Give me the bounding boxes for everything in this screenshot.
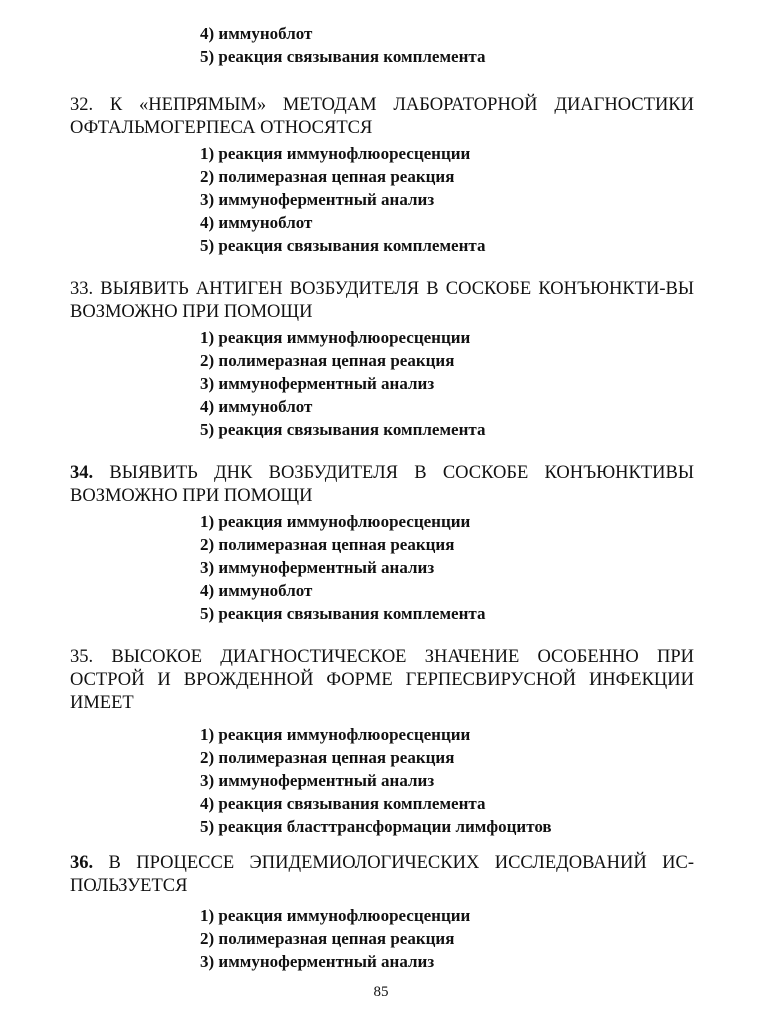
question-32 <box>70 94 694 257</box>
option-item: 1) реакция иммунофлюоресценции <box>200 144 471 163</box>
option-item: 5) реакция связывания комплемента <box>200 420 486 439</box>
question-heading <box>70 852 694 898</box>
question-number: 32. <box>70 95 94 115</box>
option-item: 5) реакция связывания комплемента <box>200 236 486 255</box>
option-item: 2) полимеразная цепная реакция <box>200 535 455 554</box>
question-number: 34. <box>70 463 94 483</box>
option-list <box>200 723 694 838</box>
option-item: 1) реакция иммунофлюоресценции <box>200 906 471 925</box>
option-item: 4) иммуноблот <box>200 213 313 232</box>
question-35 <box>70 646 694 838</box>
option-item: 2) полимеразная цепная реакция <box>200 748 455 767</box>
question-33 <box>70 278 694 441</box>
option-item: 4) иммуноблот <box>200 397 313 416</box>
question-text: В ПРОЦЕССЕ ЭПИДЕМИОЛОГИЧЕСКИХ ИССЛЕДОВАНИЙ ИС-ПОЛЬЗУЕТСЯ <box>70 853 694 896</box>
option-item: 2) полимеразная цепная реакция <box>200 929 455 948</box>
question-number: 36. <box>70 853 94 873</box>
carryover-options <box>200 22 485 68</box>
option-item: 2) полимеразная цепная реакция <box>200 351 455 370</box>
option-item: 4) реакция связывания комплемента <box>200 794 486 813</box>
question-text: ВЫЯВИТЬ ДНК ВОЗБУДИТЕЛЯ В СОСКОБЕ КОНЪЮНКТИВЫ ВОЗМОЖНО ПРИ ПОМОЩИ <box>70 463 695 506</box>
question-text: ВЫЯВИТЬ АНТИГЕН ВОЗБУДИТЕЛЯ В СОСКОБЕ КОНЪЮНКТИ-ВЫ ВОЗМОЖНО ПРИ ПОМОЩИ <box>70 279 695 322</box>
option-item: 3) иммуноферментный анализ <box>200 374 435 393</box>
option-item: 3) иммуноферментный анализ <box>200 771 435 790</box>
option-item: 1) реакция иммунофлюоресценции <box>200 725 471 744</box>
question-number: 33. <box>70 279 94 299</box>
option-list <box>200 142 694 257</box>
option-item: 3) иммуноферментный анализ <box>200 190 435 209</box>
question-heading <box>70 462 694 508</box>
option-list <box>200 904 694 973</box>
option-list <box>200 510 694 625</box>
question-heading <box>70 278 694 324</box>
question-34 <box>70 462 694 625</box>
option-item: 1) реакция иммунофлюоресценции <box>200 512 471 531</box>
question-text: ВЫСОКОЕ ДИАГНОСТИЧЕСКОЕ ЗНАЧЕНИЕ ОСОБЕННО ПРИ ОСТРОЙ И ВРОЖДЕННОЙ ФОРМЕ ГЕРПЕСВИРУСНОЙ ИНФЕКЦИИ ИМЕЕТ <box>70 647 695 713</box>
option-item: 1) реакция иммунофлюоресценции <box>200 328 471 347</box>
question-number: 35. <box>70 647 94 667</box>
option-item: 4) иммуноблот <box>200 581 313 600</box>
question-heading <box>70 646 694 715</box>
option-item: 2) полимеразная цепная реакция <box>200 167 455 186</box>
option-item: 5) реакция связывания комплемента <box>200 604 486 623</box>
option-item: 4) иммуноблот <box>200 24 313 43</box>
question-heading <box>70 94 694 140</box>
option-item: 3) иммуноферментный анализ <box>200 952 435 971</box>
option-item: 5) реакция бласттрансформации лимфоцитов <box>200 817 552 836</box>
option-list <box>200 326 694 441</box>
option-item: 3) иммуноферментный анализ <box>200 558 435 577</box>
option-item: 5) реакция связывания комплемента <box>200 47 486 66</box>
question-text: К «НЕПРЯМЫМ» МЕТОДАМ ЛАБОРАТОРНОЙ ДИАГНОСТИКИ ОФТАЛЬМОГЕРПЕСА ОТНОСЯТСЯ <box>70 95 695 138</box>
page-number: 85 <box>373 984 389 1000</box>
question-36 <box>70 852 694 973</box>
